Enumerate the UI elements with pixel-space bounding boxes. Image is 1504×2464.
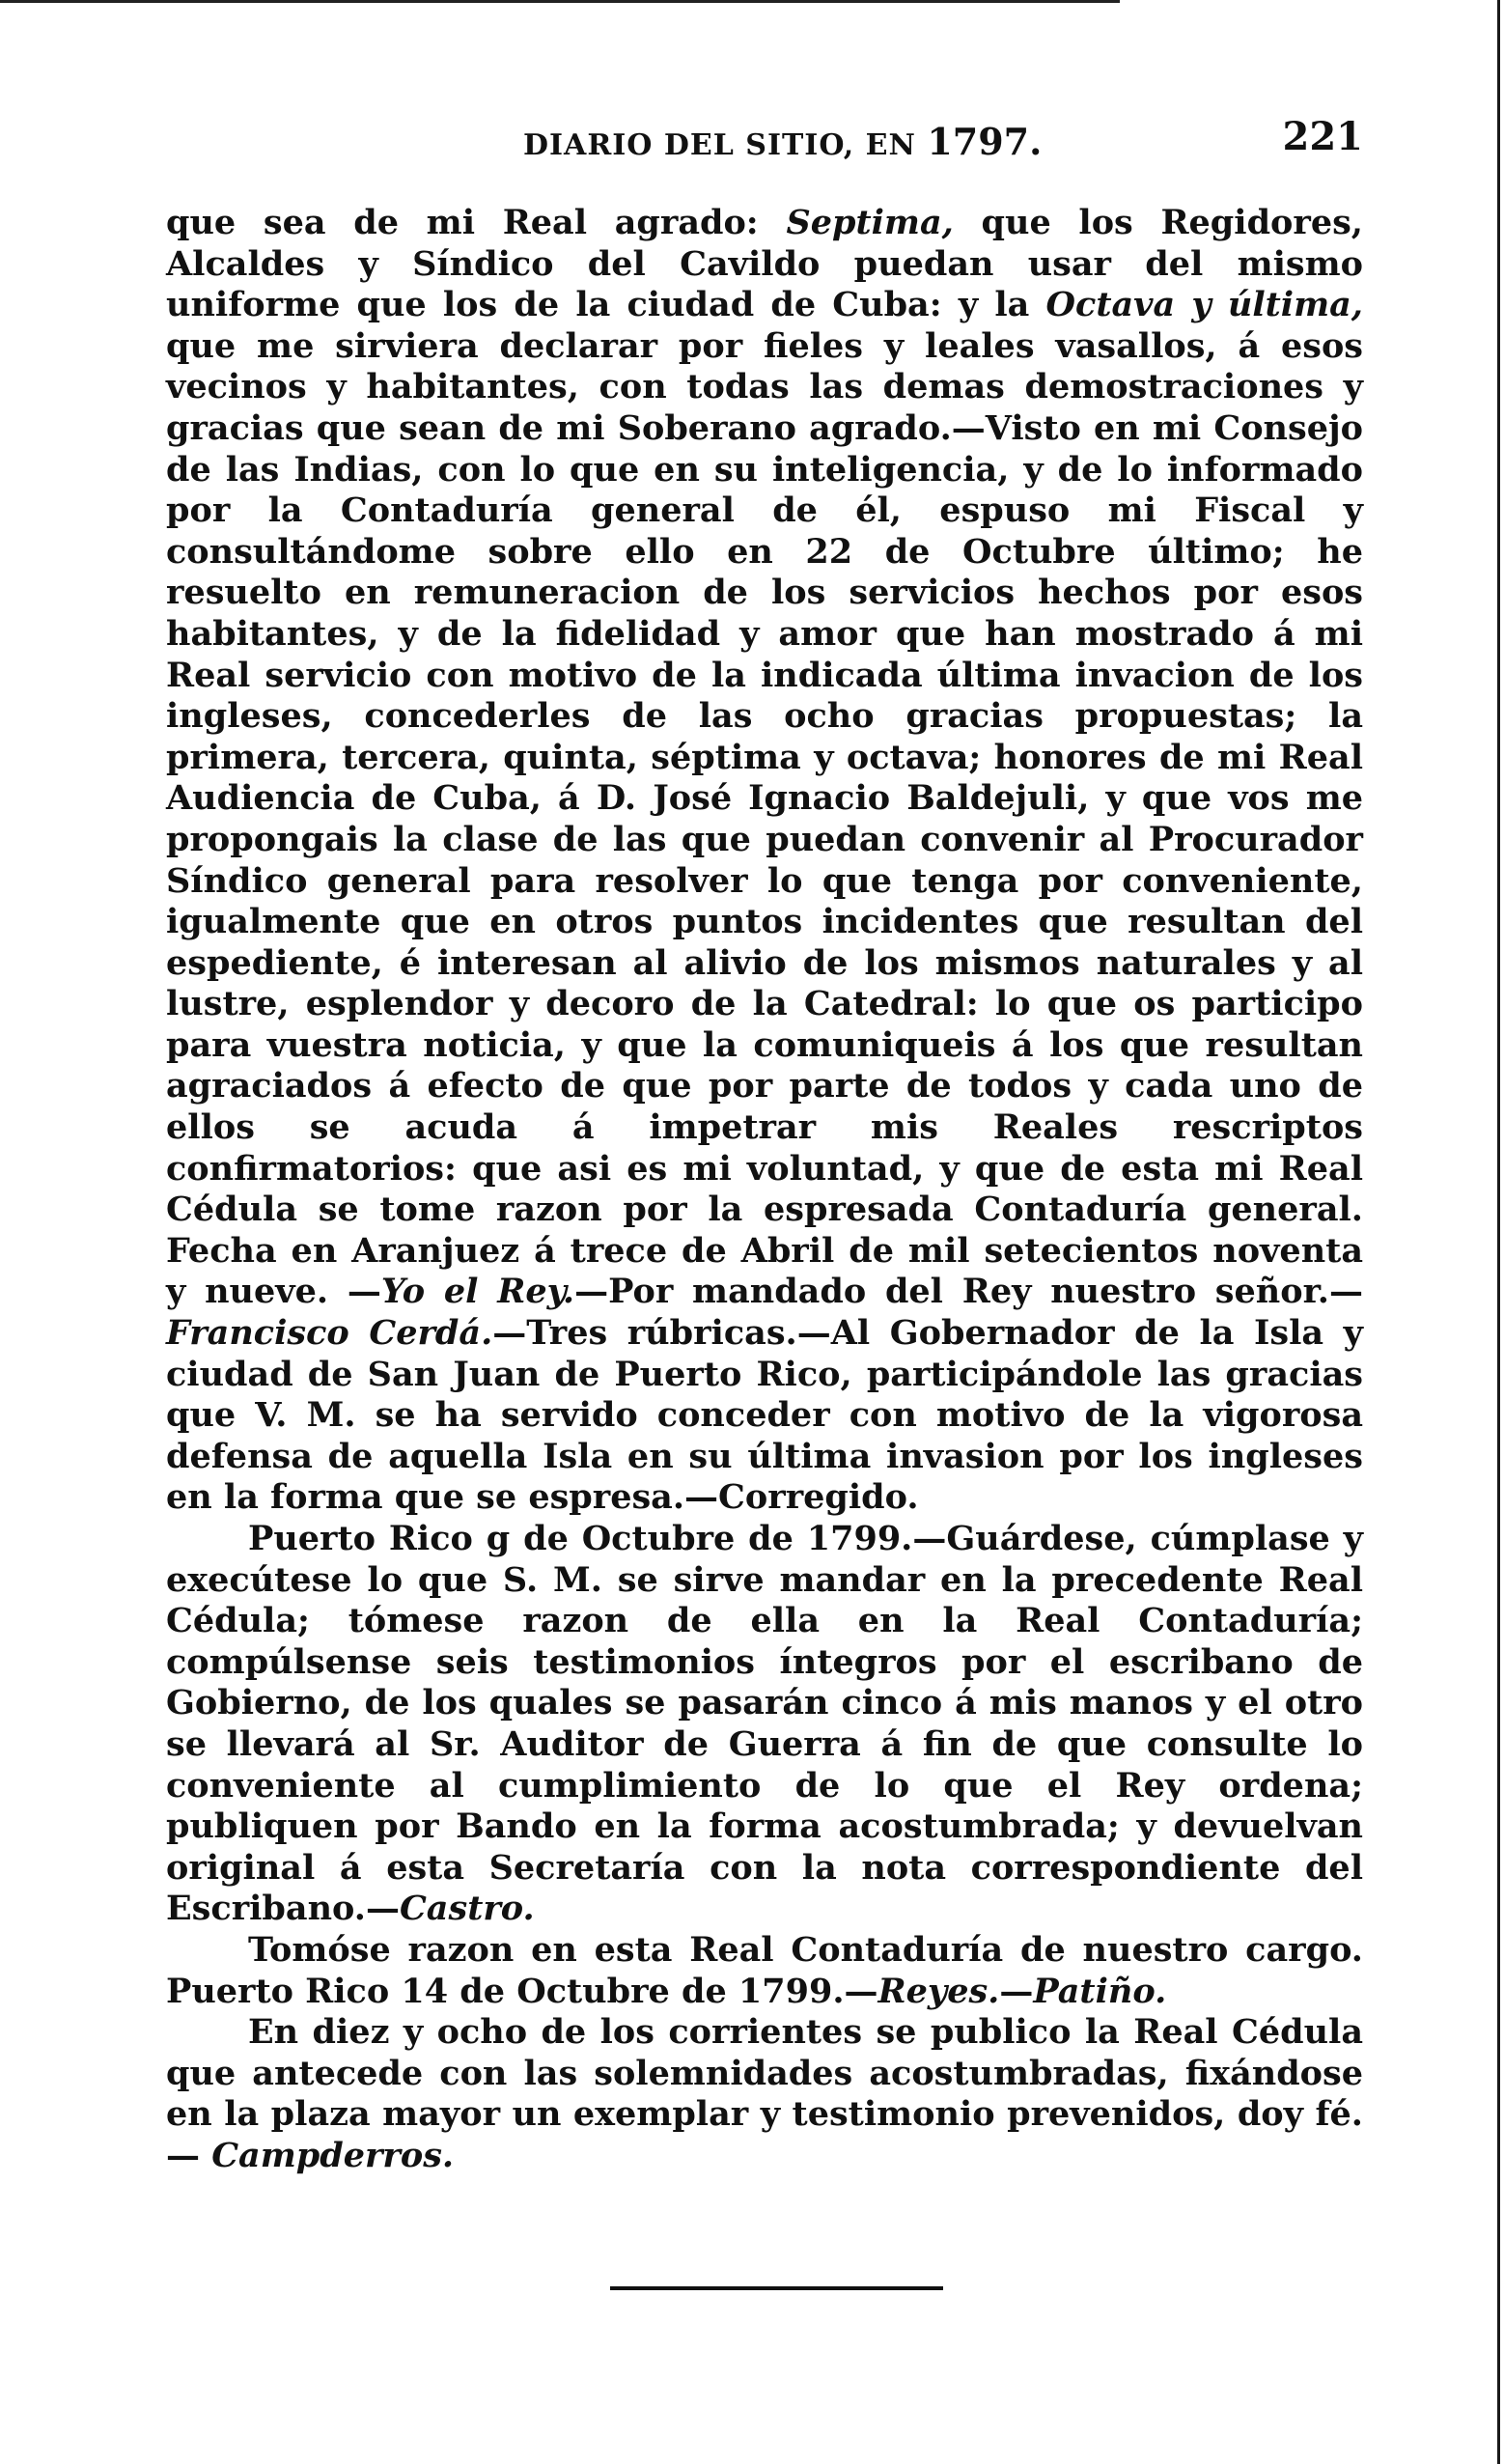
- right-edge-rule: [1497, 0, 1500, 2464]
- text-run: Tomóse razon en esta Real Contaduría de nuestro cargo. Puerto Rico 14 de Octubre de 1799.—: [166, 1929, 1363, 2011]
- running-head-title: DIARIO DEL SITIO, EN: [523, 128, 916, 162]
- italic-run: Castro.: [399, 1889, 535, 1929]
- paragraph-royal-decree: [166, 203, 1363, 1519]
- text-run: —Por mandado del Rey nuestro señor.—: [574, 1272, 1363, 1312]
- paragraph-contaduria-note: [166, 1930, 1363, 2012]
- italic-run: Yo el Rey.: [380, 1272, 575, 1312]
- text-run: Puerto Rico g de Octubre de 1799.—Guárdese, cúmplase y execútese lo que S. M. se sirve mandar en la precedente Real Cédula; tómese razon de ella en la Real Contaduría; compúlsense seis testimonios íntegros por el escribano de Gobierno, de los quales se pasarán cinco á mis manos y el otro se llevará al Sr. Auditor de Guerra á fin de que consulte lo conveniente al cumplimiento de lo que el Rey ordena; publiquen por Bando en la forma acostumbrada; y devuelvan original á esta Secretaría con la nota correspondiente del Escribano.—: [166, 1519, 1363, 1929]
- italic-run: Campderros.: [211, 2135, 455, 2175]
- running-head: [523, 120, 1042, 163]
- body-text: [166, 203, 1363, 2177]
- italic-run: Francisco Cerdá.: [166, 1313, 493, 1354]
- book-page: [166, 108, 1363, 2290]
- italic-run: Octava y última,: [1045, 285, 1363, 325]
- italic-run: Septima,: [786, 203, 954, 242]
- text-run: que sea de mi Real agrado:: [166, 203, 787, 242]
- text-run: En diez y ocho de los corrientes se publico la Real Cédula que antecede con las solemnidades acostumbradas, fixándose en la plaza mayor un exemplar y testimonio prevenidos, doy fé.—: [166, 2012, 1363, 2175]
- page-number: 221: [1282, 114, 1363, 159]
- closing-rule: [610, 2286, 943, 2290]
- top-edge-rule: [0, 0, 1120, 3]
- text-run: —: [999, 1971, 1034, 2011]
- paragraph-governor-order: [166, 1519, 1363, 1930]
- text-run: que me sirviera declarar por fieles y leales vasallos, á esos vecinos y habitantes, con todas las demas demostraciones y gracias que sean de mi Soberano agrado.—Visto en mi Consejo de las Indias, con lo que en su inteligencia, y de lo informado por la Contaduría general de él, espuso mi Fiscal y consultándome sobre ello en 22 de Octubre último; he resuelto en remuneracion de los servicios hechos por esos habitantes, y de la fidelidad y amor que han mostrado á mi Real servicio con motivo de la indicada última invacion de los ingleses, concederles de las ocho gracias propuestas; la primera, tercera, quinta, séptima y octava; honores de mi Real Audiencia de Cuba, á D. José Ignacio Baldejuli, y que vos me propongais la clase de las que puedan convenir al Procurador Síndico general para resolver lo que tenga por conveniente, igualmente que en otros puntos incidentes que resultan del espediente, é interesan al alivio de los mismos naturales y al lustre, esplendor y decoro de la Catedral: lo que os participo para vuestra noticia, y que la comuniqueis á los que resultan agraciados á efecto de que por parte de todos y cada uno de ellos se acuda á impetrar mis Reales rescriptos confirmatorios: que asi es mi voluntad, y que de esta mi Real Cédula se tome razon por la espresada Contaduría general. Fecha en Aranjuez á trece de Abril de mil setecientos noventa y nueve. —: [166, 325, 1363, 1312]
- italic-run: Reyes.: [877, 1971, 1000, 2011]
- text-run: —Tres rúbricas.—Al Gobernador de la Isla y ciudad de San Juan de Puerto Rico, participándole las gracias que V. M. se ha servido conceder con motivo de la vigorosa defensa de aquella Isla en su última invasion por los ingleses en la forma que se espresa.—Corregido.: [166, 1313, 1363, 1518]
- italic-run: Patiño.: [1033, 1971, 1167, 2011]
- page-header: [166, 108, 1363, 172]
- text-run: que los Regidores, Alcaldes y Síndico del Cavildo puedan usar del mismo uniforme que los de la ciudad de Cuba: y la: [166, 203, 1363, 325]
- paragraph-publication-note: [166, 2012, 1363, 2176]
- running-head-year: 1797.: [927, 120, 1043, 163]
